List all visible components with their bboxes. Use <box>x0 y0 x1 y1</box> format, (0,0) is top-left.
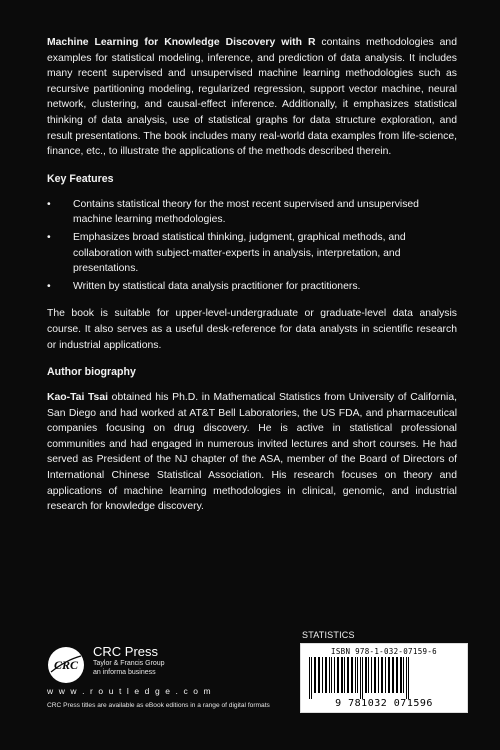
list-item <box>47 230 457 277</box>
key-features-heading: Key Features <box>47 172 114 185</box>
barcode-bar <box>400 657 402 693</box>
publisher-name: CRC Press <box>93 644 159 659</box>
barcode-bar <box>314 657 316 693</box>
key-features-list <box>47 197 457 295</box>
isbn-bottom-text: 9 781032 071596 <box>335 698 433 709</box>
description-paragraph <box>47 35 457 160</box>
back-cover-text <box>47 35 457 515</box>
barcode-bar <box>325 657 327 693</box>
logo-text: CRC <box>53 658 79 672</box>
bullet-icon: • <box>47 198 51 210</box>
bullet-icon: • <box>47 280 51 292</box>
list-item <box>47 197 457 228</box>
barcode-bar <box>388 657 390 693</box>
list-item-text: Emphasizes broad statistical thinking, judgment, graphical methods, and collaboration with subject-matter-experts in analysis, interpretation, and presentations. <box>73 231 406 275</box>
author-bio-paragraph <box>47 390 457 515</box>
barcode-bar <box>337 657 339 693</box>
category-label: STATISTICS <box>302 630 355 640</box>
description-text: contains methodologies and examples for statistical modeling, inference, and prediction of data analysis. It includes many recent supervised and unsupervised machine learning methodologies such as recursive partitioning modeling, regularized regression, support vector machine, neural network, clustering, and causal-effect inference. Additionally, it emphasizes statistical thinking of data analysis, use of statistical graphs for data structure exploration, and result presentations. The book includes many real-world data examples from life-science, finance, etc., to illustrate the applications of the methods described therein. <box>47 37 457 158</box>
barcode-bar <box>360 657 361 699</box>
crc-logo-icon <box>47 646 85 684</box>
audience-paragraph: The book is suitable for upper-level-undergraduate or graduate-level data analysis course. It also serves as a useful desk-reference for data analysts in scientific research or industrial applications. <box>47 308 457 351</box>
barcode-bar <box>368 657 369 693</box>
barcode-bar <box>362 657 363 699</box>
author-heading: Author biography <box>47 366 136 379</box>
barcode-bar <box>378 657 379 693</box>
barcode-bar <box>392 657 394 693</box>
list-item-text: Contains statistical theory for the most recent supervised and unsupervised machine learning methodologies. <box>73 198 419 226</box>
barcode-bar <box>341 657 343 693</box>
barcode-bar <box>408 657 409 699</box>
barcode-bar <box>403 657 404 693</box>
author-bio-text: obtained his Ph.D. in Mathematical Statistics from University of California, San Diego and had worked at AT&T Bell Laboratories, the US FDA, and pharmaceutical companies focusing on drug discovery. He is active in statistical professional communities and had engaged in numerous invited lectures and short courses. He had served as President of the NJ chapter of the ASA, member of the Board of Directors of International Chinese Statistical Association. His research focuses on theory and applications of machine learning methodologies in clinical, genomic, and industrial research for knowledge discovery. <box>47 392 457 513</box>
barcode-bar <box>322 657 323 693</box>
publisher-block <box>93 645 165 677</box>
barcode-bar <box>311 657 312 699</box>
barcode-bar <box>374 657 376 693</box>
barcode-bar <box>318 657 320 693</box>
barcode-bar <box>381 657 383 693</box>
ebook-note: CRC Press titles are available as eBook editions in a range of digital formats <box>47 702 270 709</box>
author-name: Kao-Tai Tsai <box>47 392 109 404</box>
list-item-text: Written by statistical data analysis practitioner for practitioners. <box>73 280 361 292</box>
publisher-business: an informa business <box>93 669 156 676</box>
barcode-bar <box>347 657 349 693</box>
barcode-bar <box>396 657 398 693</box>
barcode-bar <box>329 657 330 693</box>
isbn-top-text: ISBN 978-1-032-07159-6 <box>331 647 437 656</box>
barcode-bar <box>357 657 358 693</box>
barcode-bar <box>355 657 356 693</box>
barcode-bar <box>371 657 372 693</box>
barcode-bar <box>365 657 367 693</box>
barcode-bar <box>334 657 335 693</box>
publisher-url: w w w . r o u t l e d g e . c o m <box>47 686 213 696</box>
barcode-bar <box>406 657 407 699</box>
barcode-bar <box>385 657 386 693</box>
list-item <box>47 279 457 295</box>
bullet-icon: • <box>47 231 51 243</box>
book-title-lead: Machine Learning for Knowledge Discovery with R <box>47 37 316 48</box>
barcode-icon <box>307 657 463 699</box>
barcode-bar <box>351 657 353 693</box>
publisher-group: Taylor & Francis Group <box>93 660 165 667</box>
barcode-bar <box>331 657 332 693</box>
barcode-bar <box>344 657 345 693</box>
isbn-barcode <box>300 643 468 713</box>
barcode-bar <box>309 657 310 699</box>
